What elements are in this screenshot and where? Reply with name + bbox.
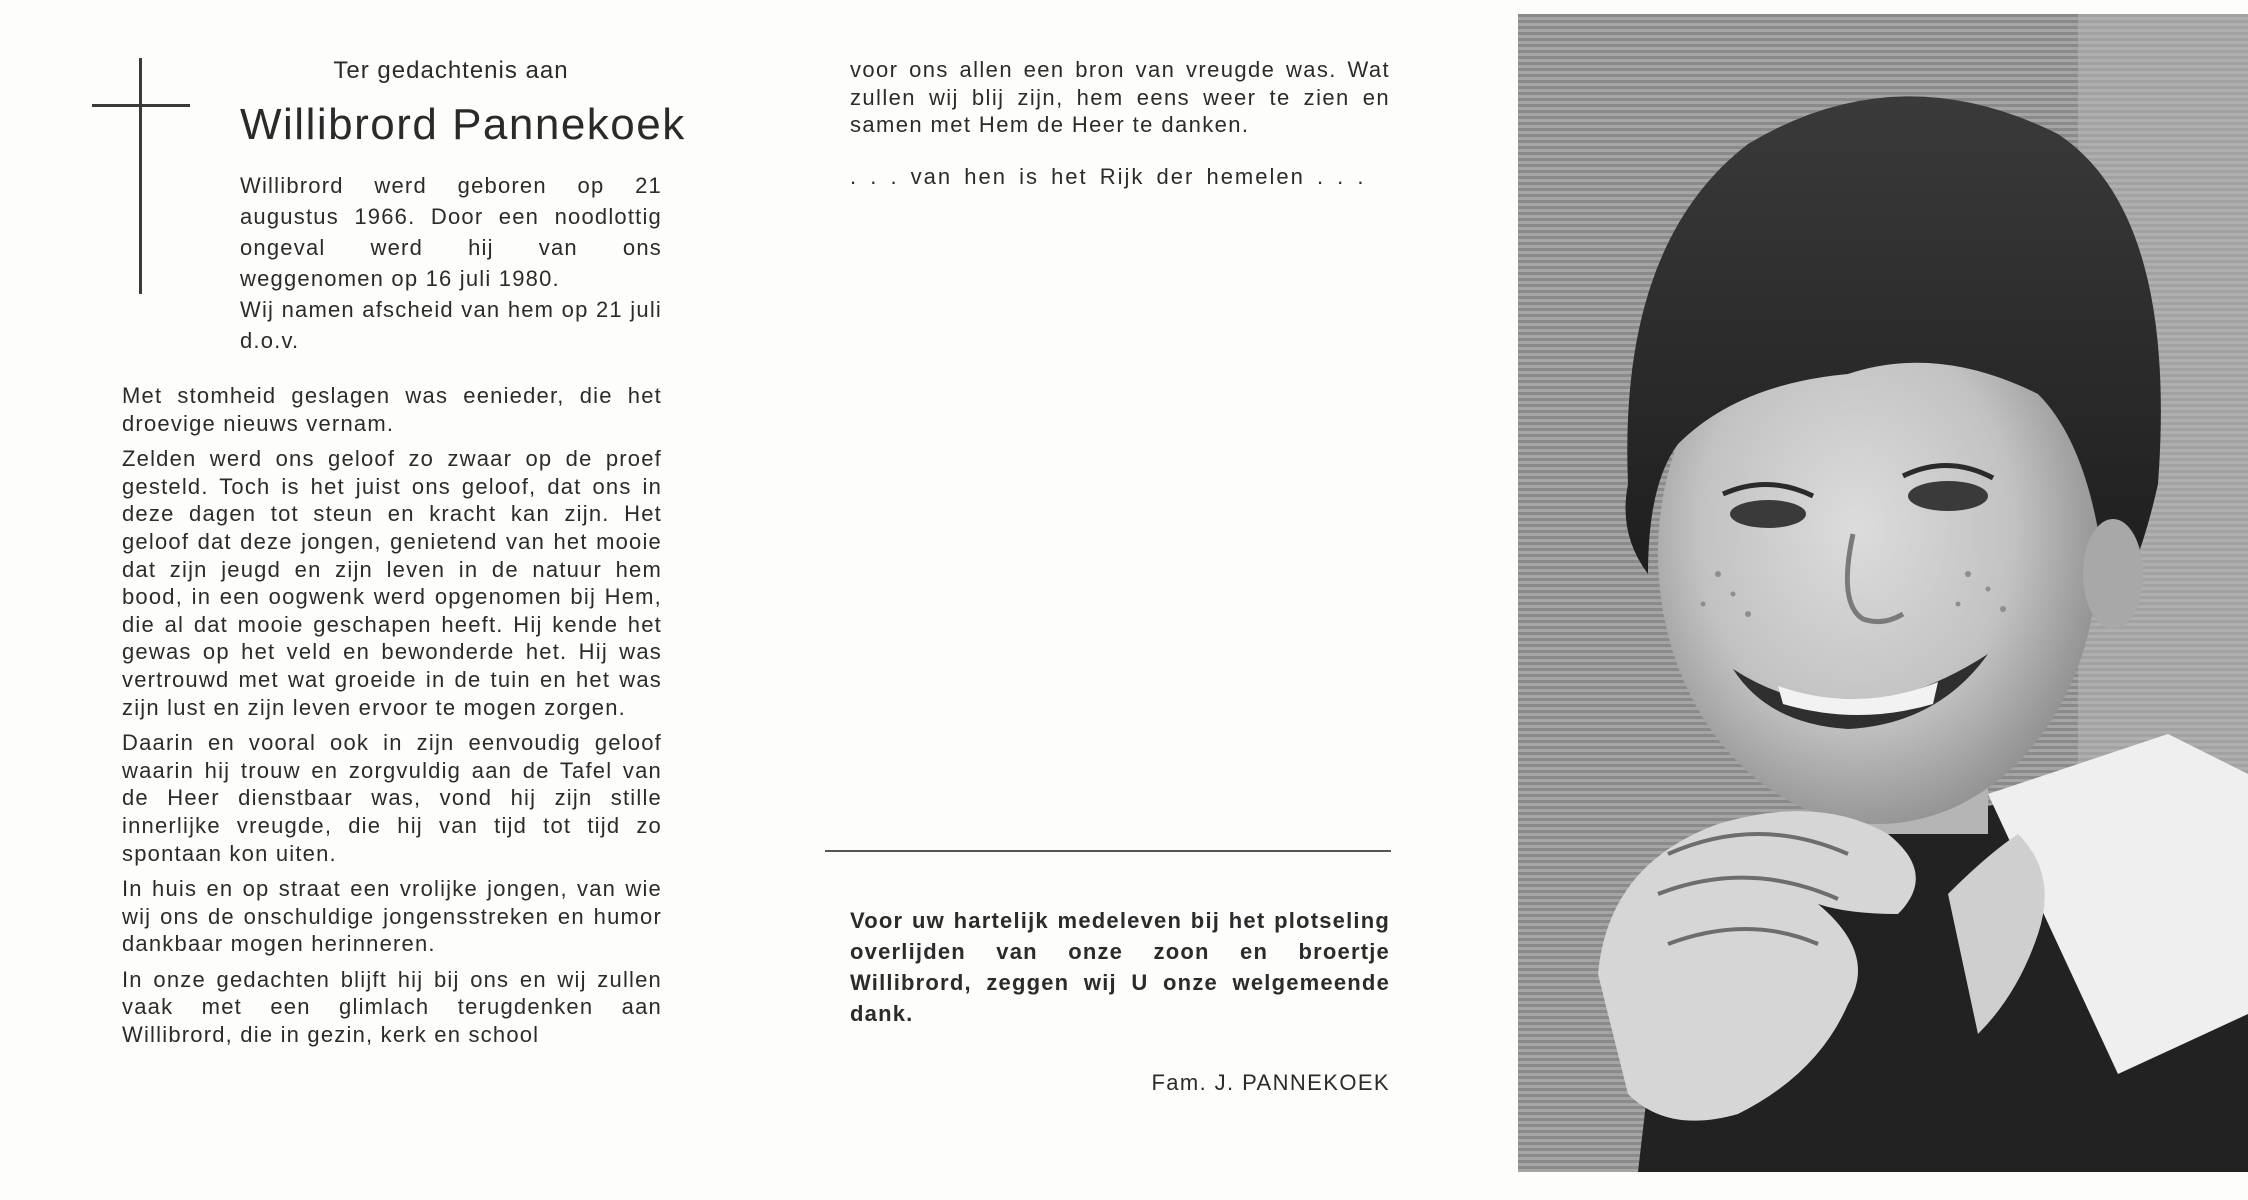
body-paragraph: Met stomheid geslagen was eenieder, die het droevige nieuws vernam. <box>122 383 662 436</box>
deceased-name: Willibrord Pannekoek <box>240 100 686 149</box>
thanks-paragraph: Voor uw hartelijk medeleven bij het plotseling overlijden van onze zoon en broertje Willibrord, zeggen wij U onze welgemeende dank. <box>850 908 1390 1026</box>
cross-horizontal-bar <box>92 104 190 107</box>
continuation-paragraph: voor ons allen een bron van vreugde was. Wat zullen wij blij zijn, hem eens weer te zien en samen met Hem de Heer te danken. <box>850 57 1390 138</box>
body-paragraph: Zelden werd ons geloof zo zwaar op de proef gesteld. Toch is het juist ons geloof, dat ons in deze dagen tot steun en kracht kan zijn. Het geloof dat deze jongen, genietend van het mooie dat zijn jeugd en zijn leven in de natuur hem bood, in een oogwenk werd opgenomen bij Hem, die al dat mooie geschapen heeft. Hij kende het gewas op het veld en bewonderde het. Hij was vertrouwd met wat groeide in de tuin en het was zijn lust en zijn leven ervoor te mogen zorgen. <box>122 446 662 720</box>
cross-icon <box>92 58 190 294</box>
left-panel <box>0 0 820 1200</box>
body-paragraph: Daarin en vooral ook in zijn eenvoudig geloof waarin hij trouw en zorgvuldig aan de Tafel van de Heer dienstbaar was, vond hij zijn stille innerlijke vreugde, die hij van tijd tot tijd zo spontaan kon uiten. <box>122 730 662 866</box>
body-paragraph: In onze gedachten blijft hij bij ons en wij zullen vaak met een glimlach terugdenken aan Willibrord, die in gezin, kerk en school <box>122 966 662 1048</box>
portrait-photo <box>1518 14 2248 1172</box>
continuation-block <box>850 56 1390 139</box>
family-signature: Fam. J. PANNEKOEK <box>1151 1070 1390 1095</box>
farewell-paragraph: Wij namen afscheid van hem op 21 juli d.o.v. <box>240 297 662 353</box>
memorial-heading: Ter gedachtenis aan <box>333 57 569 84</box>
divider-line <box>825 850 1391 852</box>
birth-death-paragraph: Willibrord werd geboren op 21 augustus 1966. Door een noodlottig ongeval werd hij van ons weggenomen op 16 juli 1980. <box>240 173 662 291</box>
bible-quote: . . . van hen is het Rijk der hemelen . . . <box>850 164 1366 189</box>
body-paragraph: In huis en op straat een vrolijke jongen, van wie wij ons de onschuldige jongensstreken en humor dankbaar mogen herinneren. <box>122 876 662 957</box>
memorial-text <box>122 382 662 1057</box>
intro-block <box>240 54 686 356</box>
portrait-image <box>1518 14 2248 1172</box>
cross-vertical-bar <box>139 58 142 294</box>
thanks-block <box>850 905 1390 1029</box>
middle-panel <box>820 0 1420 1200</box>
